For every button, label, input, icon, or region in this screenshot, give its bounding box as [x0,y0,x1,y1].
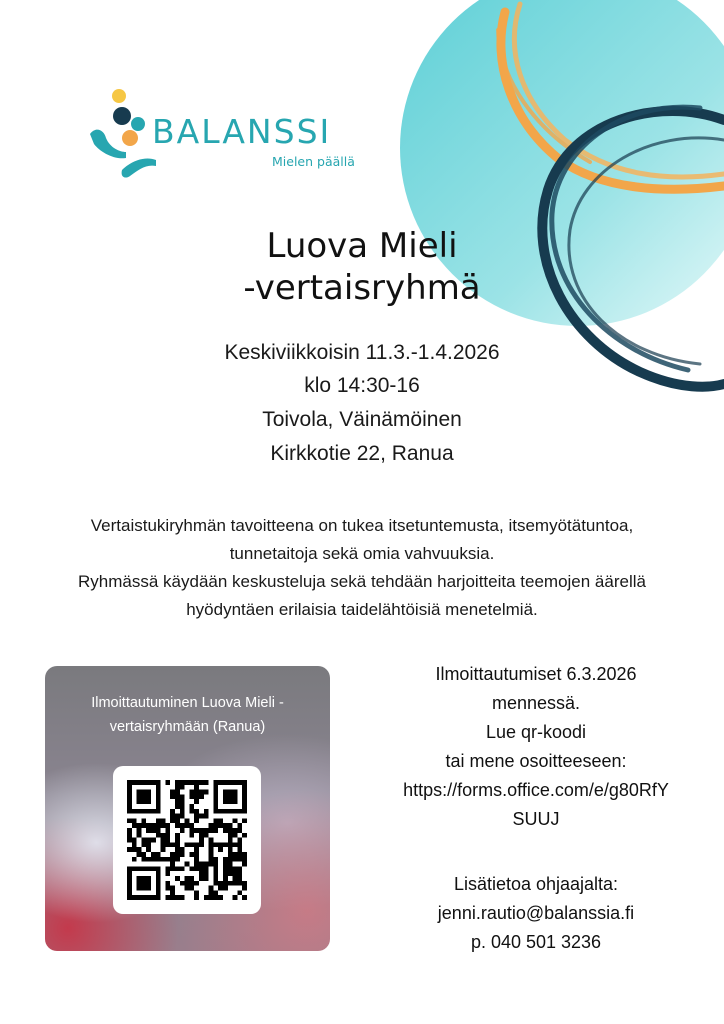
qr-code-box[interactable] [113,766,261,914]
event-address: Kirkkotie 22, Ranua [270,442,454,465]
description [6,512,718,624]
event-time: klo 14:30-16 [304,374,420,397]
logo-wordmark: BALANSSI [152,112,332,151]
qr-card-title-line1: Ilmoittautuminen Luova Mieli - [91,695,284,711]
page-title-line2: -vertaisryhmä [243,268,481,308]
hands-logo-icon [86,86,156,182]
event-dates: Keskiviikkoisin 11.3.-1.4.2026 [224,341,500,364]
registration-info [360,660,712,834]
contact-info [360,870,712,957]
contact-heading: Lisätietoa ohjaajalta: [453,874,619,894]
contact-email[interactable]: jenni.rautio@balanssia.fi [437,903,635,923]
registration-url-cont[interactable]: SUUJ [512,809,560,829]
contact-phone: p. 040 501 3236 [470,932,602,952]
registration-qr-hint: Lue qr-koodi [485,722,587,742]
logo-tagline: Mielen päällä [272,154,355,169]
qr-card-title [55,691,320,739]
qr-code-icon [127,780,247,900]
registration-deadline-cont: mennessä. [491,693,581,713]
description-line: Vertaistukiryhmän tavoitteena on tukea itsetuntemusta, itsemyötätuntoa, [90,516,634,535]
registration-url-hint: tai mene osoitteeseen: [445,751,627,771]
registration-deadline: Ilmoittautumiset 6.3.2026 [435,664,637,684]
balanssi-logo [86,86,366,182]
registration-url[interactable]: https://forms.office.com/e/g80RfY [403,780,669,800]
description-line: hyödyntäen erilaisia taidelähtöisiä menetelmiä. [186,600,538,619]
description-line: Ryhmässä käydään keskusteluja sekä tehdään harjoitteita teemojen äärellä [78,572,646,591]
qr-registration-card[interactable] [45,666,330,951]
event-venue: Toivola, Väinämöinen [262,408,462,431]
qr-card-title-line2: vertaisryhmään (Ranua) [109,719,266,735]
description-line: tunnetaitoja sekä omia vahvuuksia. [229,544,495,563]
page-title-line1: Luova Mieli [266,226,458,266]
